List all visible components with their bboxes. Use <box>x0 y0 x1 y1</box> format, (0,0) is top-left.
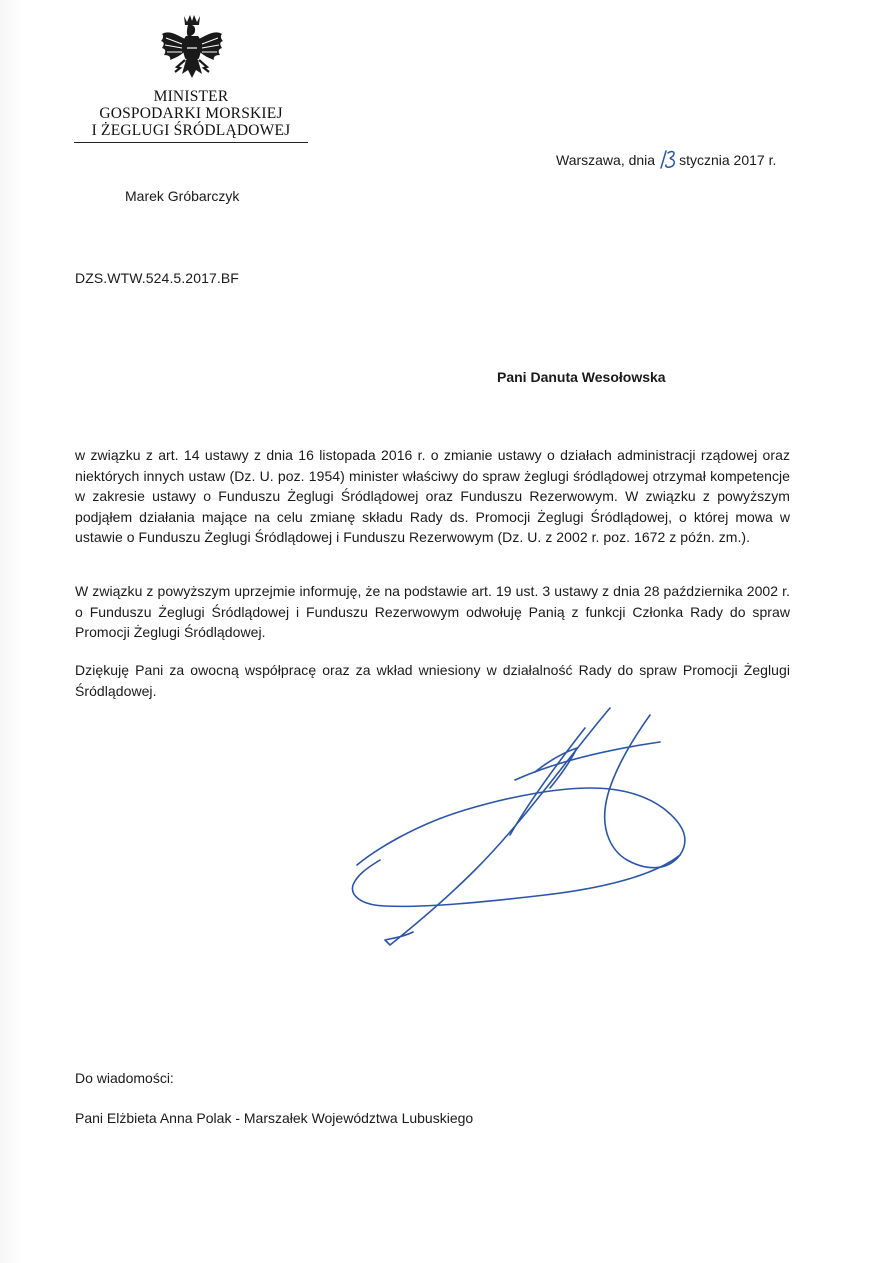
addressee: Pani Danuta Wesołowska <box>497 369 666 385</box>
handwritten-day-icon <box>659 149 677 169</box>
handwritten-signature-icon <box>345 700 700 955</box>
letterhead-underline <box>74 142 308 143</box>
body-paragraph: w związku z art. 14 ustawy z dnia 16 listopada 2016 r. o zmianie ustawy o działach administracji rządowej oraz niektórych innych ustaw (Dz. U. poz. 1954) minister właściwy do spraw żeglugi śródlądowej otrzymał kompetencje w zakresie ustawy o Funduszu Żeglugi Śródlądowej oraz Funduszu Rezerwowym. W związku z powyższym podjąłem działania mające na celu zmianę składu Rady ds. Promocji Żeglugi Śródlądowej, o której mowa w ustawie o Funduszu Żeglugi Śródlądowej i Funduszu Rezerwowym (Dz. U. z 2002 r. poz. 1672 z późn. zm.). <box>75 447 790 545</box>
place-and-date <box>556 149 776 169</box>
date-suffix: stycznia 2017 r. <box>679 152 777 168</box>
ministry-name-line: I ŻEGLUGI ŚRÓDLĄDOWEJ <box>91 122 291 139</box>
reference-number: DZS.WTW.524.5.2017.BF <box>75 270 239 286</box>
date-prefix: Warszawa, dnia <box>556 152 656 168</box>
body-paragraph: Dziękuję Pani za owocną współpracę oraz za wkład wniesiony w działalność Rady do spraw Promocji Żeglugi Śródlądowej. <box>75 662 790 699</box>
ministry-name-line: GOSPODARKI MORSKIEJ <box>99 105 283 122</box>
cc-recipient: Pani Elżbieta Anna Polak - Marszałek Województwa Lubuskiego <box>75 1110 474 1126</box>
ministry-title-line: MINISTER <box>153 88 229 105</box>
cc-heading: Do wiadomości: <box>75 1070 174 1086</box>
polish-eagle-emblem-icon <box>158 12 226 84</box>
scan-shadow <box>0 0 22 1263</box>
body-paragraph: W związku z powyższym uprzejmie informuję, że na podstawie art. 19 ust. 3 ustawy z dnia 28 października 2002 r. o Funduszu Żeglugi Śródlądowej i Funduszu Rezerwowym odwołuję Panią z funkcji Członka Rady do spraw Promocji Żeglugi Śródlądowej. <box>75 583 790 640</box>
sender-name: Marek Gróbarczyk <box>125 188 240 204</box>
ministry-letterhead <box>74 88 308 143</box>
